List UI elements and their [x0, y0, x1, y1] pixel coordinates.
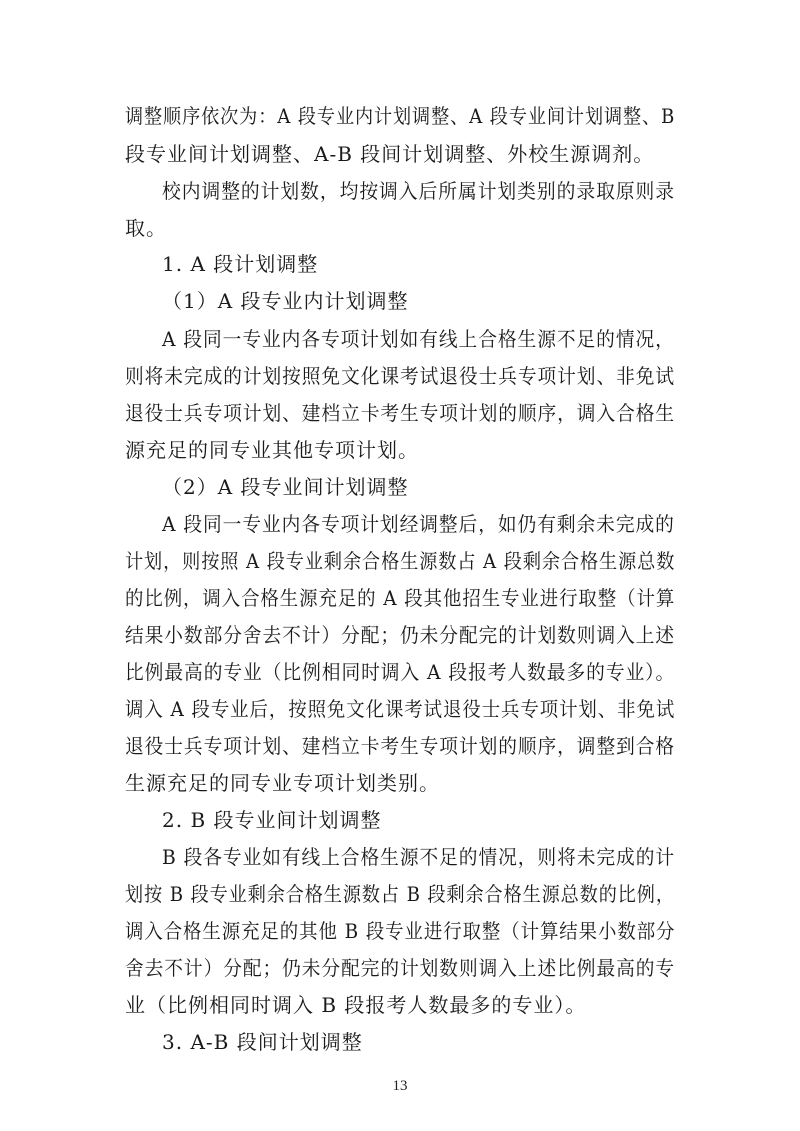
body-text-line: 调入 A 段专业后，按照免文化课考试退役士兵专项计划、非免试	[125, 697, 676, 721]
body-text-line: 校内调整的计划数，均按调入后所属计划类别的录取原则录	[162, 179, 676, 203]
subsection-heading: （1）A 段专业内计划调整	[162, 289, 409, 313]
body-text-line: 划按 B 段专业剩余合格生源数占 B 段剩余合格生源总数的比例，	[125, 882, 675, 906]
body-text-line: 比例最高的专业（比例相同时调入 A 段报考人数最多的专业）。	[125, 660, 676, 684]
page-number: 13	[392, 1078, 408, 1094]
body-text-line: 取。	[125, 216, 167, 240]
body-text-line: A 段同一专业内各专项计划如有线上合格生源不足的情况，	[162, 327, 675, 351]
section-heading: 1. A 段计划调整	[162, 252, 319, 276]
body-text-line: 生源充足的同专业专项计划类别。	[125, 771, 440, 795]
body-text-line: 业（比例相同时调入 B 段报考人数最多的专业）。	[125, 993, 587, 1017]
body-text-line: 退役士兵专项计划、建档立卡考生专项计划的顺序，调整到合格	[125, 734, 676, 758]
body-text-line: 舍去不计）分配；仍未分配完的计划数则调入上述比例最高的专	[125, 956, 676, 980]
body-text-line: 段专业间计划调整、A-B 段间计划调整、外校生源调剂。	[125, 142, 655, 166]
body-text-line: 计划，则按照 A 段专业剩余合格生源数占 A 段剩余合格生源总数	[125, 549, 676, 573]
section-heading: 3. A-B 段间计划调整	[162, 1030, 363, 1054]
body-text-line: 结果小数部分舍去不计）分配；仍未分配完的计划数则调入上述	[125, 623, 676, 647]
body-text-line: 的比例，调入合格生源充足的 A 段其他招生专业进行取整（计算	[125, 586, 676, 610]
body-text-line: 则将未完成的计划按照免文化课考试退役士兵专项计划、非免试	[125, 364, 676, 388]
body-text-line: 退役士兵专项计划、建档立卡考生专项计划的顺序，调入合格生	[125, 401, 676, 425]
body-text-line: A 段同一专业内各专项计划经调整后，如仍有剩余未完成的	[162, 512, 675, 536]
body-text-line: 调入合格生源充足的其他 B 段专业进行取整（计算结果小数部分	[125, 919, 676, 943]
body-text-line: 源充足的同专业其他专项计划。	[125, 438, 419, 462]
body-text-line: 调整顺序依次为：A 段专业内计划调整、A 段专业间计划调整、B	[125, 104, 676, 128]
subsection-heading: （2）A 段专业间计划调整	[162, 475, 409, 499]
section-heading: 2. B 段专业间计划调整	[162, 808, 382, 832]
body-text-line: B 段各专业如有线上合格生源不足的情况，则将未完成的计	[162, 845, 676, 869]
